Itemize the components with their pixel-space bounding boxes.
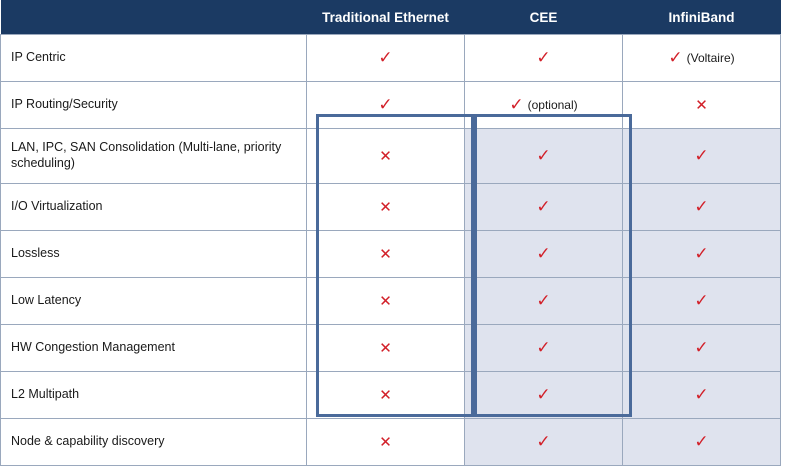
cell-traditional-ethernet xyxy=(307,129,465,184)
feature-label: HW Congestion Management xyxy=(1,325,307,372)
check-icon: ✓ xyxy=(694,431,709,452)
cell-infiniband xyxy=(623,129,781,184)
cell-cee xyxy=(465,35,623,82)
cell-cee xyxy=(465,372,623,419)
cell-infiniband xyxy=(623,372,781,419)
header-cell-feature xyxy=(1,0,307,35)
check-icon: ✓ xyxy=(536,431,551,452)
cell-infiniband xyxy=(623,231,781,278)
cross-icon: ✕ xyxy=(379,197,392,216)
cross-icon: ✕ xyxy=(379,385,392,404)
feature-label: L2 Multipath xyxy=(1,372,307,419)
check-icon: ✓ xyxy=(694,337,709,358)
cell-infiniband xyxy=(623,184,781,231)
cell-traditional-ethernet xyxy=(307,325,465,372)
cross-icon: ✕ xyxy=(379,146,392,165)
cell-cee xyxy=(465,184,623,231)
check-icon: ✓ xyxy=(694,145,709,166)
check-icon: ✓ xyxy=(694,243,709,264)
check-icon: ✓ xyxy=(536,243,551,264)
cell-infiniband xyxy=(623,325,781,372)
table-row xyxy=(1,184,781,231)
cell-note: (Voltaire) xyxy=(686,51,735,65)
cell-infiniband xyxy=(623,35,781,82)
table-body xyxy=(1,35,781,466)
header-cell-infiniband: InfiniBand xyxy=(623,0,781,35)
check-icon: ✓ xyxy=(694,290,709,311)
cell-traditional-ethernet xyxy=(307,419,465,466)
table-row xyxy=(1,231,781,278)
check-icon: ✓ xyxy=(536,196,551,217)
feature-label: I/O Virtualization xyxy=(1,184,307,231)
cross-icon: ✕ xyxy=(379,432,392,451)
header-cell-cee: CEE xyxy=(465,0,623,35)
check-icon: ✓ xyxy=(378,47,393,68)
cell-infiniband xyxy=(623,278,781,325)
cell-traditional-ethernet xyxy=(307,35,465,82)
feature-label: IP Centric xyxy=(1,35,307,82)
table-row xyxy=(1,35,781,82)
table-row xyxy=(1,278,781,325)
feature-label: Low Latency xyxy=(1,278,307,325)
cell-cee xyxy=(465,325,623,372)
check-icon: ✓ xyxy=(694,196,709,217)
cell-infiniband xyxy=(623,82,781,129)
header-row xyxy=(1,0,781,35)
check-icon: ✓ xyxy=(536,337,551,358)
table-row xyxy=(1,82,781,129)
check-icon: ✓ xyxy=(694,384,709,405)
feature-label: LAN, IPC, SAN Consolidation (Multi-lane, priority scheduling) xyxy=(1,129,307,184)
feature-label: Lossless xyxy=(1,231,307,278)
cross-icon: ✕ xyxy=(379,244,392,263)
cell-cee xyxy=(465,82,623,129)
table-row xyxy=(1,372,781,419)
cell-cee xyxy=(465,231,623,278)
cross-icon: ✕ xyxy=(379,338,392,357)
check-icon: ✓ xyxy=(536,384,551,405)
cell-traditional-ethernet xyxy=(307,82,465,129)
cell-traditional-ethernet xyxy=(307,231,465,278)
cell-infiniband xyxy=(623,419,781,466)
cell-cee xyxy=(465,129,623,184)
table-row xyxy=(1,325,781,372)
cross-icon: ✕ xyxy=(695,95,708,114)
check-icon: ✓ xyxy=(536,145,551,166)
check-icon: ✓ xyxy=(668,47,683,68)
cross-icon: ✕ xyxy=(379,291,392,310)
cell-note: (optional) xyxy=(527,98,578,112)
cell-traditional-ethernet xyxy=(307,278,465,325)
check-icon: ✓ xyxy=(536,47,551,68)
cell-traditional-ethernet xyxy=(307,184,465,231)
feature-label: IP Routing/Security xyxy=(1,82,307,129)
cell-traditional-ethernet xyxy=(307,372,465,419)
table-row xyxy=(1,419,781,466)
header-cell-traditional-ethernet: Traditional Ethernet xyxy=(307,0,465,35)
table-header xyxy=(1,0,781,35)
cell-cee xyxy=(465,278,623,325)
check-icon: ✓ xyxy=(378,94,393,115)
cell-cee xyxy=(465,419,623,466)
check-icon: ✓ xyxy=(509,94,524,115)
table-row xyxy=(1,129,781,184)
check-icon: ✓ xyxy=(536,290,551,311)
feature-label: Node & capability discovery xyxy=(1,419,307,466)
